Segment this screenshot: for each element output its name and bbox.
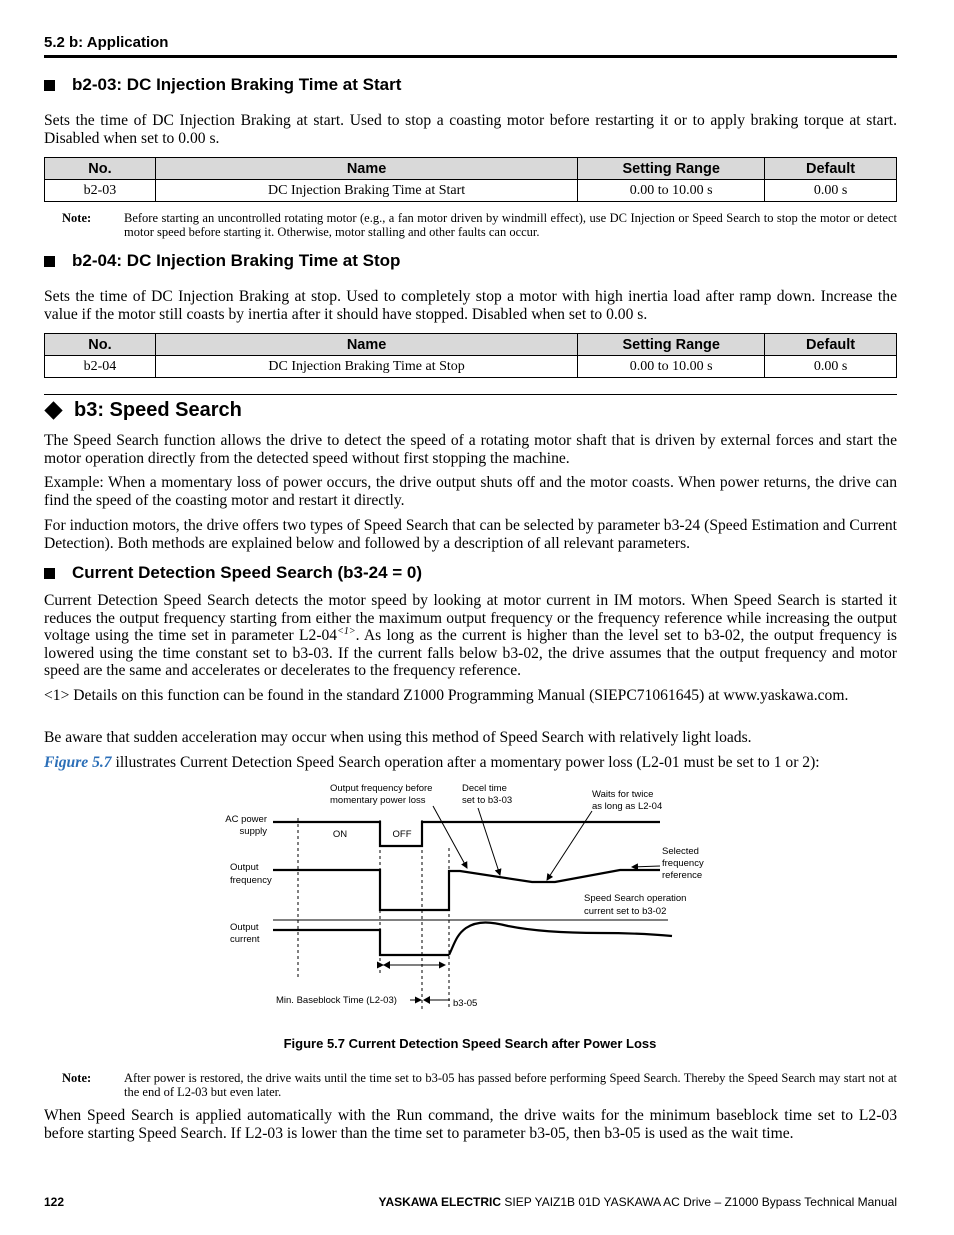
note-text: After power is restored, the drive waits until the time set to b3-05 has passed before performing Speed Search. Thereby the Speed Search may start not at the end of L2-03 but even later. xyxy=(124,1071,897,1099)
b2-04-description: Sets the time of DC Injection Braking at stop. Used to completely stop a motor with high inertia load after ramp down. Increase the value if the motor still coasts by inertia after it should have stopped. Disabled when set to 0.00 s. xyxy=(44,288,897,323)
cell-no: b2-04 xyxy=(45,356,156,378)
output-current-recovery xyxy=(449,923,672,956)
footnote: <1> Details on this function can be found in the standard Z1000 Programming Manual (SIEPC71061645) at www.yaskawa.com. xyxy=(44,687,849,704)
section-header: 5.2 b: Application xyxy=(44,34,169,51)
label-selected-2: frequency xyxy=(662,858,704,869)
current-detection-title: Current Detection Speed Search (b3-24 = 0) xyxy=(72,563,423,582)
col-name: Name xyxy=(155,334,577,356)
label-min-baseblock: Min. Baseblock Time (L2-03) xyxy=(276,995,397,1006)
label-b3-05: b3-05 xyxy=(453,998,478,1009)
cell-default: 0.00 s xyxy=(765,356,897,378)
cell-no: b2-03 xyxy=(45,180,156,202)
cell-name: DC Injection Braking Time at Stop xyxy=(155,356,577,378)
label-ss-1: Speed Search operation xyxy=(584,893,687,904)
b2-04-title: b2-04: DC Injection Braking Time at Stop xyxy=(72,251,401,270)
label-selected-3: reference xyxy=(662,870,703,881)
footer-doc-info xyxy=(379,1195,897,1209)
label-frequency: frequency xyxy=(230,875,272,886)
time-markers xyxy=(298,818,449,1010)
figure-link[interactable]: Figure 5.7 xyxy=(44,754,112,771)
label-output: Output xyxy=(230,862,259,873)
cell-default: 0.00 s xyxy=(765,180,897,202)
col-no: No. xyxy=(45,334,156,356)
b3-paragraph-2: Example: When a momentary loss of power occurs, the drive output shuts off and the motor coasts. When power returns, the drive can find the speed of the coasting motor and restart it directly. xyxy=(44,474,897,509)
label-off: OFF xyxy=(392,829,412,840)
note-label: Note: xyxy=(62,1071,92,1085)
callout-arrow xyxy=(433,806,467,868)
cell-range: 0.00 to 10.00 s xyxy=(578,356,765,378)
arrowhead-left-icon xyxy=(383,961,390,969)
label-ofbpl-1: Output frequency before xyxy=(330,783,433,794)
label-supply: supply xyxy=(239,826,267,837)
note-text: Before starting an uncontrolled rotating motor (e.g., a fan motor driven by windmill effect), use DC Injection or Speed Search to stop the motor or detect motor speed before starting it. Otherwise, motor stalling and other faults can occur. xyxy=(124,211,897,239)
col-range: Setting Range xyxy=(578,158,765,180)
footnote-ref: <1> xyxy=(337,625,356,637)
b3-paragraph-1: The Speed Search function allows the drive to detect the speed of a rotating motor shaft that is driven by external forces and start the motor operation directly from the detected speed without first stopping the machine. xyxy=(44,432,897,467)
label-ac-power: AC power xyxy=(225,814,267,825)
label-ss-2: current set to b3-02 xyxy=(584,906,667,917)
label-ofbpl-2: momentary power loss xyxy=(330,795,426,806)
col-default: Default xyxy=(765,158,897,180)
label-selected-1: Selected xyxy=(662,846,699,857)
label-waits-1: Waits for twice xyxy=(592,789,654,800)
warning-paragraph: Be aware that sudden acceleration may occur when using this method of Speed Search with relatively light loads. xyxy=(44,729,752,746)
output-frequency-waveform xyxy=(273,870,660,910)
paragraph-text: illustrates Current Detection Speed Search operation after a momentary power loss (L2-01 must be set to 1 or 2): xyxy=(111,754,820,771)
label-decel-2: set to b3-03 xyxy=(462,795,513,806)
label-waits-2: as long as L2-04 xyxy=(592,801,663,812)
label-current: current xyxy=(230,934,260,945)
output-current-waveform xyxy=(273,930,449,955)
label-decel-1: Decel time xyxy=(462,783,507,794)
footer-doc-title: SIEP YAIZ1B 01D YASKAWA AC Drive – Z1000 Bypass Technical Manual xyxy=(501,1195,897,1209)
ac-power-waveform xyxy=(273,822,660,846)
b2-03-description: Sets the time of DC Injection Braking at start. Used to stop a coasting motor before restarting it or to apply braking torque at start. Disabled when set to 0.00 s. xyxy=(44,112,897,147)
paragraph-text: . As long as the current is higher than the level set to b3-02, the output frequency is lowered using the time constant set to b3-03. If the current falls below b3-02, the drive assumes that the output frequency and motor speed are the same and accelerates or decelerates to the frequency reference. xyxy=(44,627,897,679)
arrowhead-left-icon xyxy=(423,996,430,1004)
b3-paragraph-3: For induction motors, the drive offers two types of Speed Search that can be selected by parameter b3-24 (Speed Estimation and Current Detection). Both methods are explained below and followed by a description of all relevant parameters. xyxy=(44,517,897,552)
label-on: ON xyxy=(332,829,348,840)
callout-arrow xyxy=(632,866,660,867)
b3-title: b3: Speed Search xyxy=(74,399,242,421)
note-label: Note: xyxy=(62,211,92,225)
cell-range: 0.00 to 10.00 s xyxy=(578,180,765,202)
cell-name: DC Injection Braking Time at Start xyxy=(155,180,577,202)
footer-brand: YASKAWA ELECTRIC xyxy=(378,1195,502,1209)
label-output: Output xyxy=(230,922,259,933)
callout-arrow xyxy=(478,808,500,875)
col-default: Default xyxy=(765,334,897,356)
col-range: Setting Range xyxy=(578,334,765,356)
col-name: Name xyxy=(155,158,577,180)
figure-caption: Figure 5.7 Current Detection Speed Search after Power Loss xyxy=(283,1036,657,1051)
col-no: No. xyxy=(45,158,156,180)
b2-03-title: b2-03: DC Injection Braking Time at Start xyxy=(72,75,402,94)
figure-note xyxy=(62,1071,897,1099)
page-number: 122 xyxy=(44,1195,65,1209)
final-paragraph: When Speed Search is applied automatically with the Run command, the drive waits for the minimum baseblock time set to L2-03 before starting Speed Search. If L2-03 is lower than the time set to parameter b3-05, then b3-05 is used as the wait time. xyxy=(44,1107,897,1142)
paragraph-text: Current Detection Speed Search detects the motor speed by looking at motor current in IM motors. When Speed Search is started it reduces the output frequency starting from either the maximum output frequency or the frequency reference while increasing the output voltage using the time set in parameter L2-04 xyxy=(44,592,897,644)
